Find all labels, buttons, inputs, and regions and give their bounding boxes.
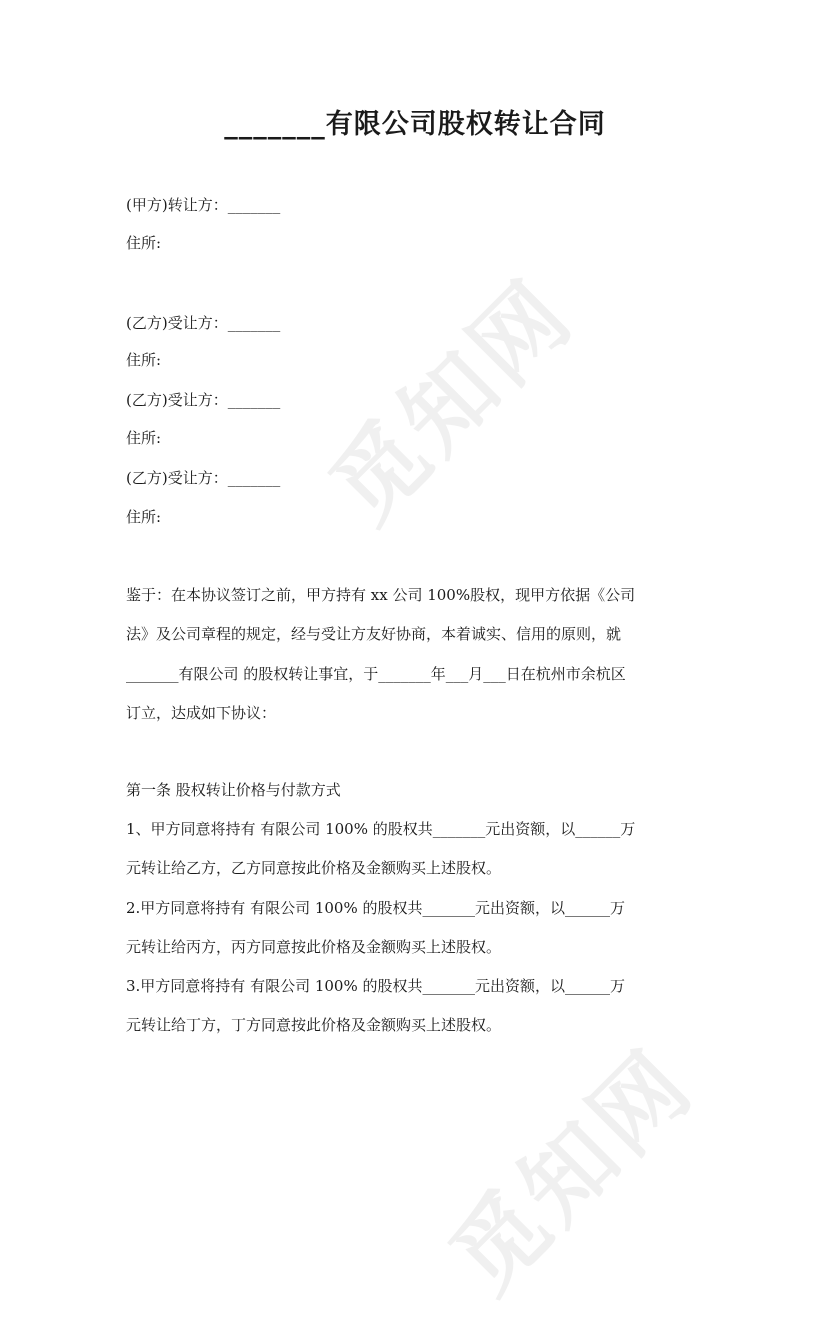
transferor-address: 住所:: [126, 234, 162, 252]
transferee-1-line: (乙方)受让方：_______: [126, 314, 281, 332]
article-1-item-2-line-2: 元转让给丙方，丙方同意按此价格及金额购买上述股权。: [126, 938, 502, 956]
contract-title: _______有限公司股权转让合同: [224, 109, 606, 140]
article-1-item-3-line-2: 元转让给丁方，丁方同意按此价格及金额购买上述股权。: [126, 1016, 502, 1034]
article-1-item-2-line-1: 2.甲方同意将持有 有限公司 100% 的股权共_______元出资额，以______万: [126, 899, 626, 917]
transferee-3-line: (乙方)受让方：_______: [126, 469, 281, 487]
transferee-3-address: 住所:: [126, 508, 162, 526]
transferor-line: (甲方)转让方：_______: [126, 196, 281, 214]
article-1-item-3-line-1: 3.甲方同意将持有 有限公司 100% 的股权共_______元出资额，以______万: [126, 977, 626, 995]
transferee-2-line: (乙方)受让方：_______: [126, 391, 281, 409]
transferee-1-address: 住所:: [126, 351, 162, 369]
transferee-2-address: 住所:: [126, 429, 162, 447]
article-1-item-1-line-2: 元转让给乙方，乙方同意按此价格及金额购买上述股权。: [126, 859, 502, 877]
preamble-line-3: _______有限公司 的股权转让事宜，于_______年___月___日在杭州市余杭区: [126, 665, 626, 683]
article-1-heading: 第一条 股权转让价格与付款方式: [126, 781, 341, 799]
watermark: 觅知网: [310, 259, 595, 544]
watermark-bottom: 觅知网: [430, 1029, 715, 1314]
preamble-line-4: 订立，达成如下协议：: [126, 704, 277, 722]
article-1-item-1-line-1: 1、甲方同意将持有 有限公司 100% 的股权共_______元出资额，以______万: [126, 820, 636, 838]
preamble-line-1: 鉴于：在本协议签订之前，甲方持有 xx 公司 100%股权，现甲方依据《公司: [126, 586, 636, 604]
preamble-line-2: 法》及公司章程的规定，经与受让方友好协商，本着诚实、信用的原则，就: [126, 625, 622, 643]
